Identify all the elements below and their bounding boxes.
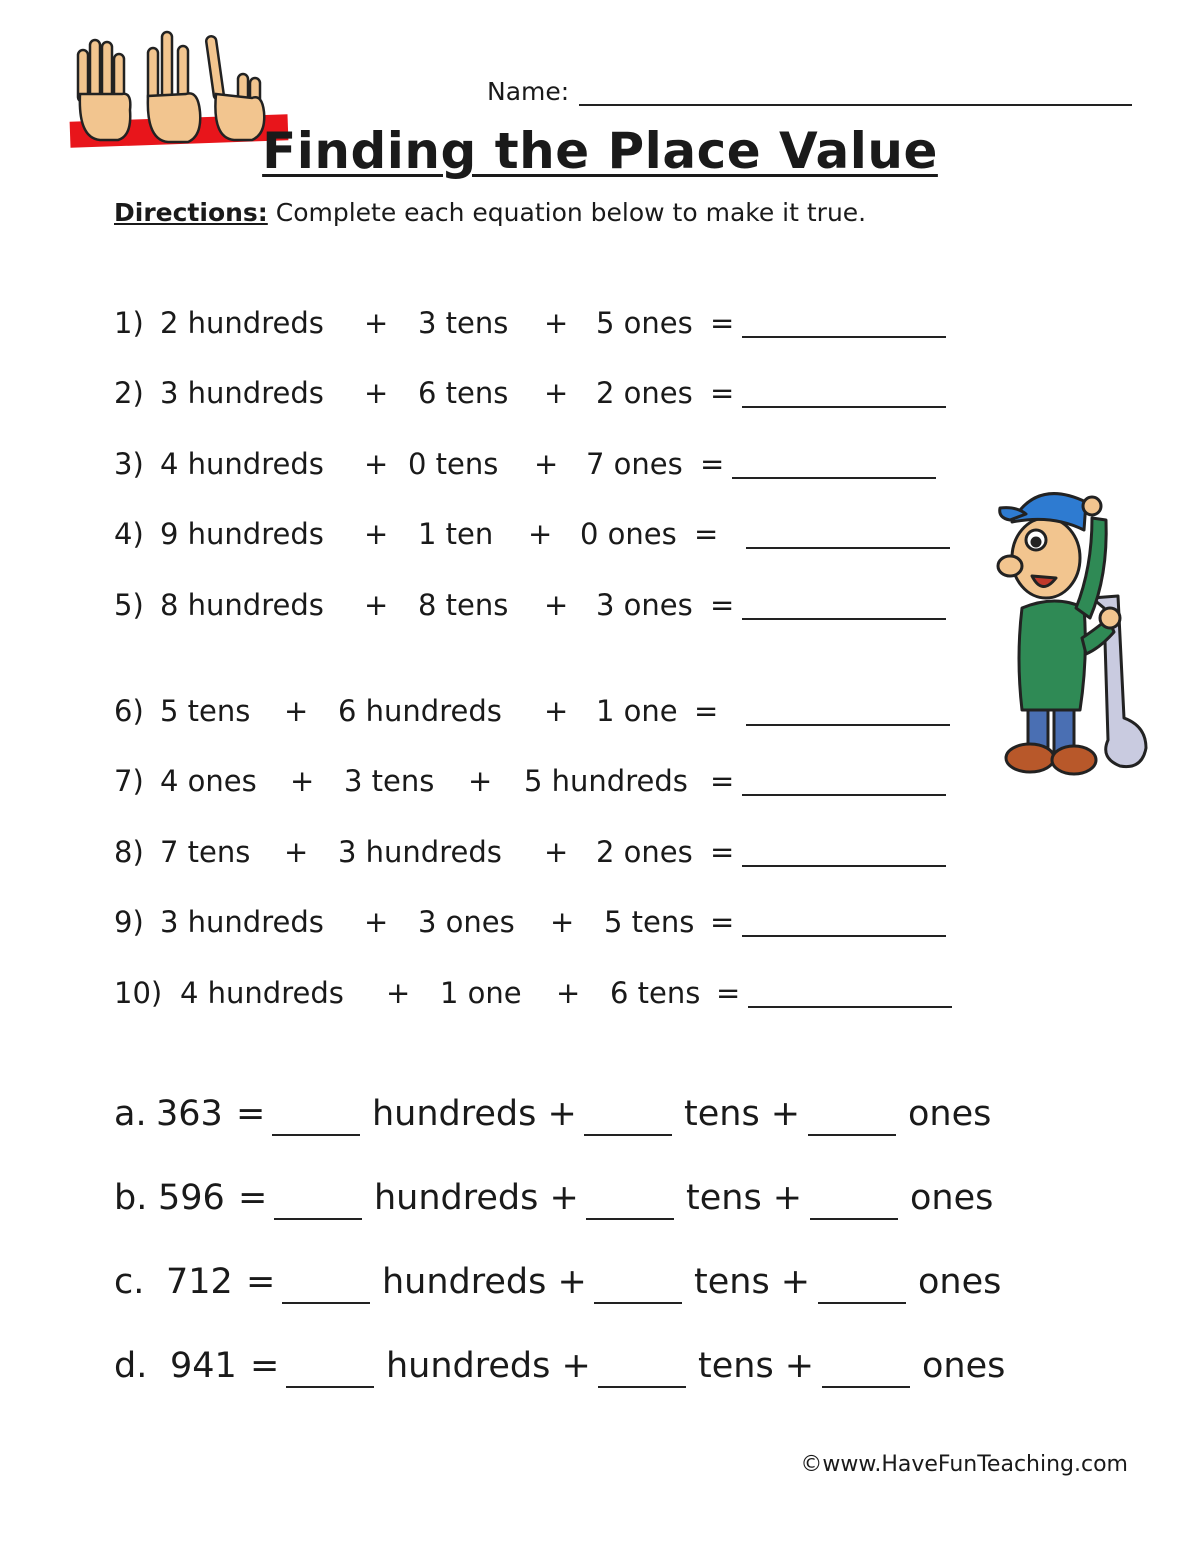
hundreds-text: hundreds + [386, 1346, 591, 1386]
tens-blank[interactable] [598, 1386, 686, 1388]
equation-term-2: 1 one [440, 976, 522, 1010]
ones-text: ones [910, 1178, 994, 1218]
equation-number: 5) [114, 588, 144, 622]
equation-plus-1: + [284, 694, 309, 728]
directions-label: Directions: [114, 198, 268, 227]
hundreds-text: hundreds + [372, 1094, 577, 1134]
answer-blank[interactable] [742, 865, 946, 867]
equation-plus-1: + [364, 306, 389, 340]
equation-row [114, 976, 974, 1016]
answer-blank[interactable] [732, 477, 936, 479]
equation-number: 6) [114, 694, 144, 728]
equation-equals: = [710, 376, 735, 410]
hundreds-blank[interactable] [272, 1134, 360, 1136]
equation-equals: = [710, 835, 735, 869]
equation-term-2: 6 hundreds [338, 694, 502, 728]
name-row [487, 74, 1132, 106]
ones-blank[interactable] [810, 1218, 898, 1220]
equation-equals: = [710, 306, 735, 340]
name-label: Name: [487, 77, 570, 106]
equation-term-1: 2 hundreds [160, 306, 324, 340]
tens-text: tens + [694, 1262, 811, 1302]
ones-text: ones [918, 1262, 1002, 1302]
tens-blank[interactable] [594, 1302, 682, 1304]
equation-number: 2) [114, 376, 144, 410]
equation-term-2: 8 tens [418, 588, 509, 622]
equation-row [114, 588, 974, 628]
decomposition-number: 596 [158, 1178, 225, 1218]
answer-blank[interactable] [748, 1006, 952, 1008]
equation-term-2: 3 tens [344, 764, 435, 798]
ones-text: ones [908, 1094, 992, 1134]
equation-term-3: 0 ones [580, 517, 677, 551]
tens-blank[interactable] [584, 1134, 672, 1136]
equation-row [114, 835, 974, 875]
tens-text: tens + [686, 1178, 803, 1218]
answer-blank[interactable] [742, 406, 946, 408]
equation-term-1: 4 ones [160, 764, 257, 798]
equation-number: 8) [114, 835, 144, 869]
decomposition-label: d. [114, 1346, 148, 1386]
equation-equals: = [694, 517, 719, 551]
equation-equals: = [710, 764, 735, 798]
answer-blank[interactable] [742, 794, 946, 796]
equation-term-3: 5 tens [604, 905, 695, 939]
equation-term-3: 7 ones [586, 447, 683, 481]
equation-equals: = [700, 447, 725, 481]
equation-plus-1: + [364, 588, 389, 622]
man-with-scroll-icon [996, 458, 1162, 788]
directions-text: Complete each equation below to make it true. [267, 198, 867, 227]
equation-term-2: 1 ten [418, 517, 494, 551]
page-title: Finding the Place Value [262, 122, 938, 180]
name-answer-line[interactable] [579, 82, 1132, 106]
ones-blank[interactable] [822, 1386, 910, 1388]
decomposition-label: a. [114, 1094, 147, 1134]
decomposition-equals: = [238, 1178, 268, 1218]
hundreds-blank[interactable] [282, 1302, 370, 1304]
equation-term-3: 5 hundreds [524, 764, 688, 798]
equation-number: 9) [114, 905, 144, 939]
equation-plus-1: + [284, 835, 309, 869]
equation-plus-2: + [544, 694, 569, 728]
equation-row [114, 306, 974, 346]
equation-term-1: 3 hundreds [160, 376, 324, 410]
decomposition-equals: = [236, 1094, 266, 1134]
equation-plus-1: + [386, 976, 411, 1010]
ones-blank[interactable] [808, 1134, 896, 1136]
equation-term-2: 6 tens [418, 376, 509, 410]
equation-plus-2: + [528, 517, 553, 551]
answer-blank[interactable] [746, 547, 950, 549]
equation-term-3: 2 ones [596, 376, 693, 410]
equation-row [114, 447, 974, 487]
answer-blank[interactable] [742, 336, 946, 338]
equation-row [114, 764, 974, 804]
equation-term-2: 3 hundreds [338, 835, 502, 869]
answer-blank[interactable] [746, 724, 950, 726]
equation-term-3: 1 one [596, 694, 678, 728]
decomposition-number: 712 [166, 1262, 233, 1302]
decomposition-label: c. [114, 1262, 145, 1302]
equation-row [114, 694, 974, 734]
equation-term-2: 0 tens [408, 447, 499, 481]
equation-term-1: 4 hundreds [160, 447, 324, 481]
decomposition-number: 363 [156, 1094, 223, 1134]
equation-term-3: 5 ones [596, 306, 693, 340]
equation-plus-2: + [544, 376, 569, 410]
equation-term-1: 5 tens [160, 694, 251, 728]
equation-term-1: 3 hundreds [160, 905, 324, 939]
directions [114, 198, 866, 227]
ones-text: ones [922, 1346, 1006, 1386]
equation-term-1: 7 tens [160, 835, 251, 869]
decomposition-row [114, 1094, 1074, 1144]
equation-plus-1: + [364, 905, 389, 939]
equation-plus-1: + [364, 517, 389, 551]
equation-plus-2: + [544, 835, 569, 869]
equation-number: 3) [114, 447, 144, 481]
equation-plus-2: + [544, 588, 569, 622]
hundreds-blank[interactable] [286, 1386, 374, 1388]
decomposition-number: 941 [170, 1346, 237, 1386]
equation-plus-2: + [534, 447, 559, 481]
equation-plus-2: + [556, 976, 581, 1010]
equation-plus-2: + [468, 764, 493, 798]
equation-plus-2: + [544, 306, 569, 340]
equation-number: 10) [114, 976, 163, 1010]
equation-term-3: 3 ones [596, 588, 693, 622]
tens-text: tens + [684, 1094, 801, 1134]
equation-term-3: 6 tens [610, 976, 701, 1010]
equation-equals: = [694, 694, 719, 728]
decomposition-row [114, 1262, 1074, 1312]
answer-blank[interactable] [742, 935, 946, 937]
footer-copyright: ©www.HaveFunTeaching.com [800, 1452, 1128, 1477]
decomposition-row [114, 1178, 1074, 1228]
hundreds-text: hundreds + [374, 1178, 579, 1218]
equation-number: 4) [114, 517, 144, 551]
tens-text: tens + [698, 1346, 815, 1386]
equation-term-1: 8 hundreds [160, 588, 324, 622]
equation-row [114, 517, 974, 557]
equation-plus-2: + [550, 905, 575, 939]
equation-term-1: 9 hundreds [160, 517, 324, 551]
equation-term-1: 4 hundreds [180, 976, 344, 1010]
equation-plus-1: + [364, 447, 389, 481]
decomposition-row [114, 1346, 1074, 1396]
decomposition-equals: = [250, 1346, 280, 1386]
equation-plus-1: + [364, 376, 389, 410]
equation-number: 1) [114, 306, 144, 340]
equation-term-3: 2 ones [596, 835, 693, 869]
equation-row [114, 376, 974, 416]
equation-plus-1: + [290, 764, 315, 798]
equation-term-2: 3 ones [418, 905, 515, 939]
equation-number: 7) [114, 764, 144, 798]
hundreds-text: hundreds + [382, 1262, 587, 1302]
tens-blank[interactable] [586, 1218, 674, 1220]
hundreds-blank[interactable] [274, 1218, 362, 1220]
decomposition-label: b. [114, 1178, 148, 1218]
equation-equals: = [716, 976, 741, 1010]
ones-blank[interactable] [818, 1302, 906, 1304]
equation-term-2: 3 tens [418, 306, 509, 340]
decomposition-equals: = [246, 1262, 276, 1302]
answer-blank[interactable] [742, 618, 946, 620]
equation-row [114, 905, 974, 945]
equation-equals: = [710, 905, 735, 939]
equation-equals: = [710, 588, 735, 622]
